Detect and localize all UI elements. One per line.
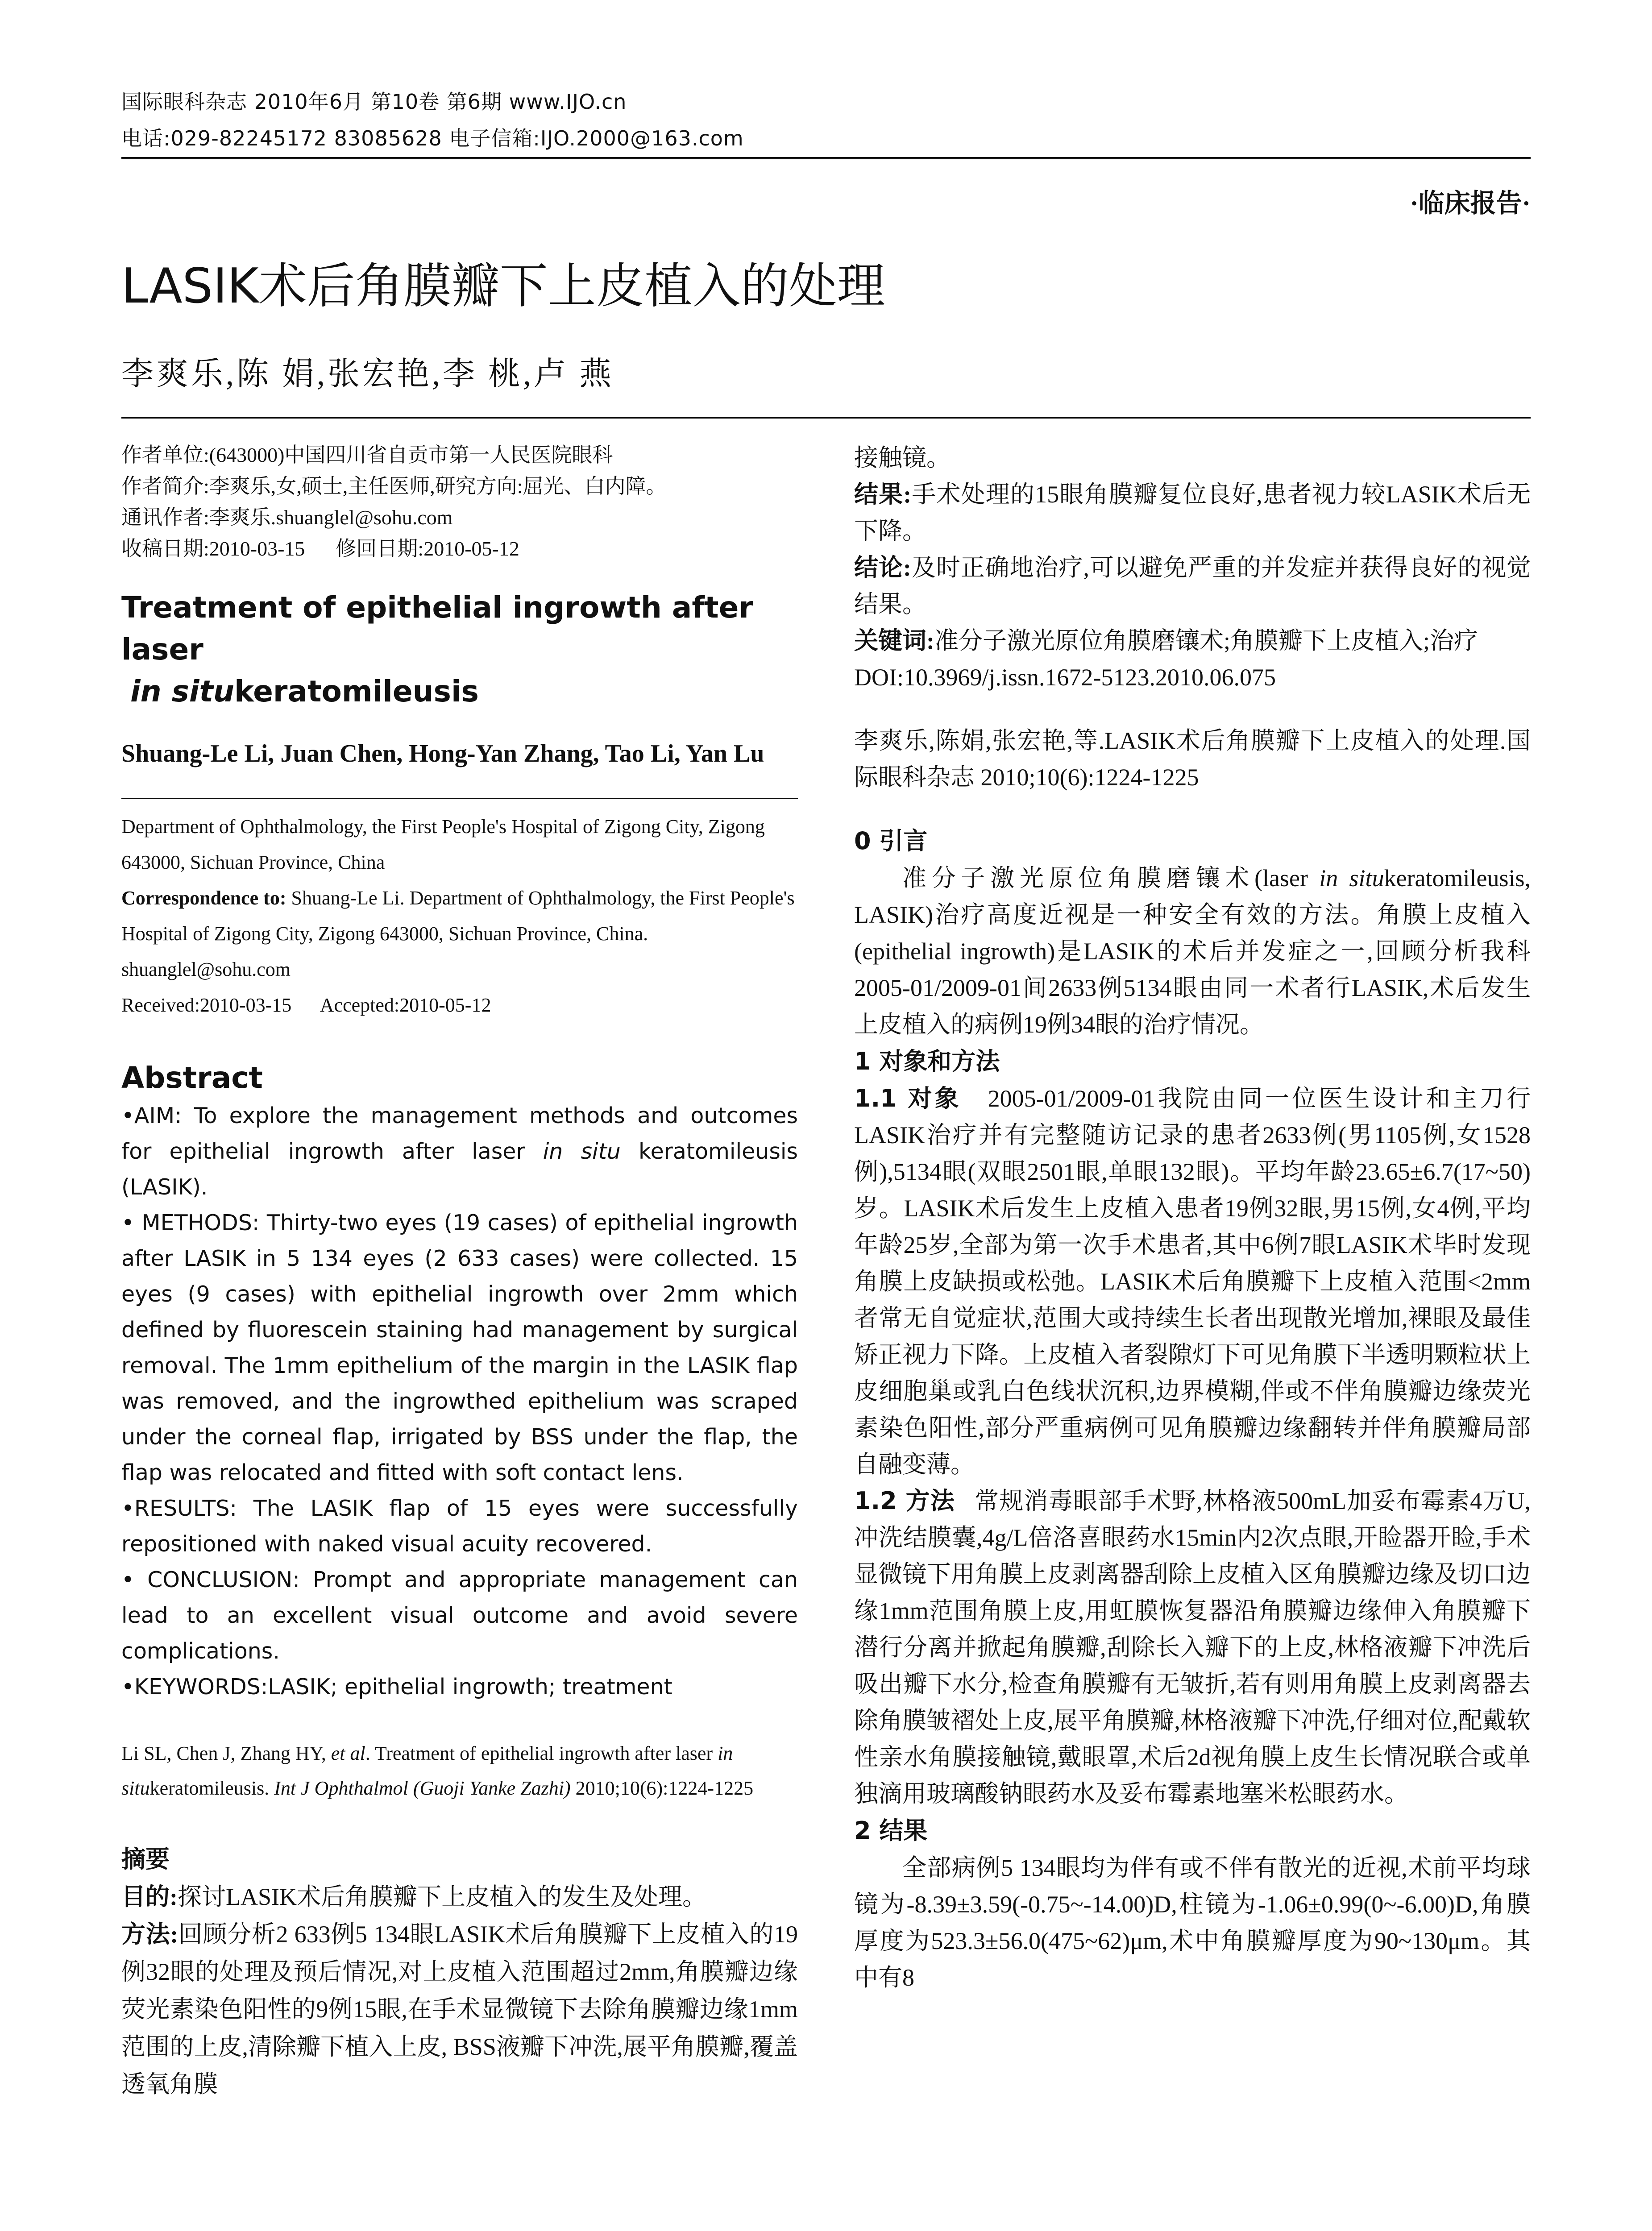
citation-etal: et al: [331, 1742, 365, 1764]
cn-results-text: 手术处理的15眼角膜瓣复位良好,患者视力较LASIK术后无下降。: [854, 481, 1531, 544]
received-dates: 收稿日期:2010-03-15 修回日期:2010-05-12: [121, 537, 519, 560]
department: Department of Ophthalmology, the First People's Hospital of Zigong City, Zigong 643000, Sichuan Province, China: [121, 816, 765, 873]
aim-text: •AIM: To explore the management methods and outcomes for epithelial ingrowth after laser: [121, 1103, 798, 1164]
cn-results-label: 结果:: [854, 481, 912, 508]
methods-text: 常规消毒眼部手术野,林格液500mL加妥布霉素4万U,冲洗结膜囊,4g/L倍洛喜眼药水15min内2次点眼,开睑器开睑,手术显微镜下用角膜上皮剥离器刮除上皮植入区角膜瓣边缘及切口边缘1mm范围角膜上皮,用虹膜恢复器沿角膜瓣边缘伸入角膜瓣下潜行分离并掀起角膜瓣,刮除长入瓣下的上皮,林格液瓣下冲洗后吸出瓣下水分,检查角膜瓣有无皱折,若有则用角膜上皮剥离器去除角膜皱褶处上皮,展平角膜瓣,林格液瓣下冲洗,仔细对位,配戴软性亲水角膜接触镜,戴眼罩,术后2d视角膜上皮生长情况联合或单独滴用玻璃酸钠眼药水及妥布霉素地塞米松眼药水。: [854, 1488, 1531, 1807]
article-authors: 李爽乐,陈 娟,张宏艳,李 桃,卢 燕: [121, 356, 614, 392]
aim-italic: in situ: [543, 1139, 621, 1164]
cn-conclusion-text: 及时正确地治疗,可以避免严重的并发症并获得良好的视觉结果。: [854, 554, 1531, 618]
cn-aim: [121, 1878, 798, 1916]
section-heading-results: 2 结果: [854, 1816, 928, 1845]
citation-journal: Int J Ophthalmol (Guoji Yanke Zazhi): [274, 1777, 571, 1799]
correspondence-label: Correspondence to:: [121, 887, 286, 909]
intro-italic: in situ: [1319, 865, 1384, 892]
abstract-keywords: •KEYWORDS:LASIK; epithelial ingrowth; treatment: [121, 1674, 672, 1700]
author-meta: [121, 440, 798, 564]
received-accepted: Received:2010-03-15 Accepted:2010-05-12: [121, 994, 491, 1016]
english-affiliation: [121, 809, 798, 1023]
abstract-heading: Abstract: [121, 1061, 263, 1095]
cn-methods-continued: 接触镜。: [854, 444, 951, 471]
english-title-end: keratomileusis: [234, 674, 479, 709]
citation-title: . Treatment of epithelial ingrowth after laser: [365, 1742, 718, 1764]
cn-aim-text: 探讨LASIK术后角膜瓣下上皮植入的发生及处理。: [177, 1883, 706, 1910]
abstract-results: •RESULTS: The LASIK flap of 15 eyes were successfully repositioned with naked visual acuity recovered.: [121, 1496, 798, 1557]
citation-italic: in situ: [121, 1742, 733, 1799]
cn-aim-label: 目的:: [121, 1883, 178, 1910]
citation-title-end: keratomileusis.: [149, 1777, 274, 1799]
cn-methods-label: 方法:: [121, 1921, 178, 1948]
subjects-text: 2005-01/2009-01我院由同一位医生设计和主刀行LASIK治疗并有完整随访记录的患者2633例(男1105例,女1528例),5134眼(双眼2501眼,单眼132眼)。平均年龄23.65±6.7(17~50)岁。LASIK术后发生上皮植入患者19例32眼,男15例,女4例,平均年龄25岁,全部为第一次手术患者,其中6例7眼LASIK术毕时发现角膜上皮缺损或松弛。LASIK术后角膜瓣下上皮植入范围<2mm者常无自觉症状,范围大或持续生长者出现散光增加,裸眼及最佳矫正视力下降。上皮植入者裂隙灯下可见角膜下半透明颗粒状上皮细胞巢或乳白色线状沉积,边界模糊,伴或不伴角膜瓣边缘荧光素染色阳性,部分严重病例可见角膜瓣边缘翻转并伴角膜瓣局部自融变薄。: [854, 1085, 1531, 1478]
cn-results: [854, 476, 1531, 549]
intro-text: 准分子激光原位角膜磨镶术(laser: [902, 865, 1320, 892]
section-tag: ·临床报告·: [1410, 189, 1531, 218]
aim-text-end: keratomileusis (LASIK).: [121, 1139, 798, 1200]
methods-paragraph: [854, 1483, 1531, 1812]
right-column: [854, 440, 1531, 1996]
intro-text-end: keratomileusis, LASIK)治疗高度近视是一种安全有效的方法。角膜上皮植入(epithelial ingrowth)是LASIK的术后并发症之一,回顾分析我科2005-01/2009-01间2633例5134眼由同一术者行LASIK,术后发生上皮植入的病例19例34眼的治疗情况。: [854, 865, 1531, 1038]
article-title: LASIK术后角膜瓣下上皮植入的处理: [121, 258, 885, 314]
cn-keywords-text: 准分子激光原位角膜磨镶术;角膜瓣下上皮植入;治疗: [934, 627, 1478, 654]
section-divider: [121, 798, 798, 799]
english-title: [121, 587, 798, 713]
affiliation: 作者单位:(643000)中国四川省自贡市第一人民医院眼科: [121, 444, 613, 466]
cn-conclusion-label: 结论:: [854, 554, 911, 581]
cn-methods-text: 回顾分析2 633例5 134眼LASIK术后角膜瓣下上皮植入的19例32眼的处理及预后情况,对上皮植入范围超过2mm,角膜瓣边缘荧光素染色阳性的9例15眼,在手术显微镜下去除角膜瓣边缘1mm范围的上皮,清除瓣下植入上皮, BSS液瓣下冲洗,展平角膜瓣,覆盖透氧角膜: [121, 1921, 798, 2098]
header-rule: [121, 157, 1531, 159]
citation-volume: 2010;10(6):1224-1225: [570, 1777, 754, 1799]
running-header-contact: 电话:029-82245172 83085628 电子信箱:IJO.2000@163.com: [121, 126, 744, 150]
author-bio: 作者简介:李爽乐,女,硕士,主任医师,研究方向:屈光、白内障。: [121, 475, 667, 498]
cn-keywords-label: 关键词:: [854, 627, 934, 654]
subsection-heading-methods: 1.2 方法: [854, 1487, 955, 1515]
subjects-paragraph: [854, 1080, 1531, 1483]
chinese-abstract-heading: 摘要: [121, 1845, 170, 1873]
cn-keywords: [854, 622, 1531, 659]
cn-methods: [121, 1916, 798, 2103]
english-citation: [121, 1736, 798, 1806]
title-rule: [121, 417, 1531, 419]
english-title-text: Treatment of epithelial ingrowth after laser: [121, 590, 753, 667]
english-title-italic: in situ: [130, 674, 235, 709]
section-heading-methods: 1 对象和方法: [854, 1047, 1000, 1075]
abstract-methods: • METHODS: Thirty-two eyes (19 cases) of epithelial ingrowth after LASIK in 5 134 eyes (2 633 cases) were collected. 15 eyes (9 cases) with epithelial ingrowth over 2mm which defined by fluorescein staining had management by surgical removal. The 1mm epithelium of the margin in the LASIK flap was removed, and the ingrowthed epithelium was scraped under the corneal flap, irrigated by BSS under the flap, the flap was relocated and fitted with soft contact lens.: [121, 1210, 798, 1485]
cn-conclusion: [854, 549, 1531, 622]
doi: DOI:10.3969/j.issn.1672-5123.2010.06.075: [854, 664, 1276, 691]
correspondence: [121, 880, 798, 987]
results-paragraph: 全部病例5 134眼均为伴有或不伴有散光的近视,术前平均球镜为-8.39±3.59(-0.75~-14.00)D,柱镜为-1.06±0.99(0~-6.00)D,角膜厚度为523.3±56.0(475~62)μm,术中角膜瓣厚度为90~130μm。其中有8: [854, 1854, 1531, 1991]
chinese-citation: 李爽乐,陈娟,张宏艳,等.LASIK术后角膜瓣下上皮植入的处理.国际眼科杂志 2010;10(6):1224-1225: [854, 727, 1531, 791]
abstract-aim: [121, 1098, 798, 1205]
corresponding-author: 通讯作者:李爽乐.shuanglel@sohu.com: [121, 506, 453, 529]
correspondence-text: Shuang-Le Li. Department of Ophthalmology, the First People's Hospital of Zigong City, Zigong 643000, Sichuan Province, China. shuanglel@sohu.com: [121, 887, 795, 980]
left-column: [121, 440, 798, 2103]
section-heading-intro: 0 引言: [854, 827, 928, 855]
abstract-body: [121, 1098, 798, 1705]
subsection-heading-subjects: 1.1 对象: [854, 1084, 962, 1112]
running-header-journal: 国际眼科杂志 2010年6月 第10卷 第6期 www.IJO.cn: [121, 90, 627, 114]
abstract-conclusion: • CONCLUSION: Prompt and appropriate management can lead to an excellent visual outcome and avoid severe complications.: [121, 1567, 798, 1664]
english-authors: Shuang-Le Li, Juan Chen, Hong-Yan Zhang, Tao Li, Yan Lu: [121, 740, 764, 767]
citation-authors: Li SL, Chen J, Zhang HY,: [121, 1742, 331, 1764]
intro-paragraph: [854, 860, 1531, 1043]
